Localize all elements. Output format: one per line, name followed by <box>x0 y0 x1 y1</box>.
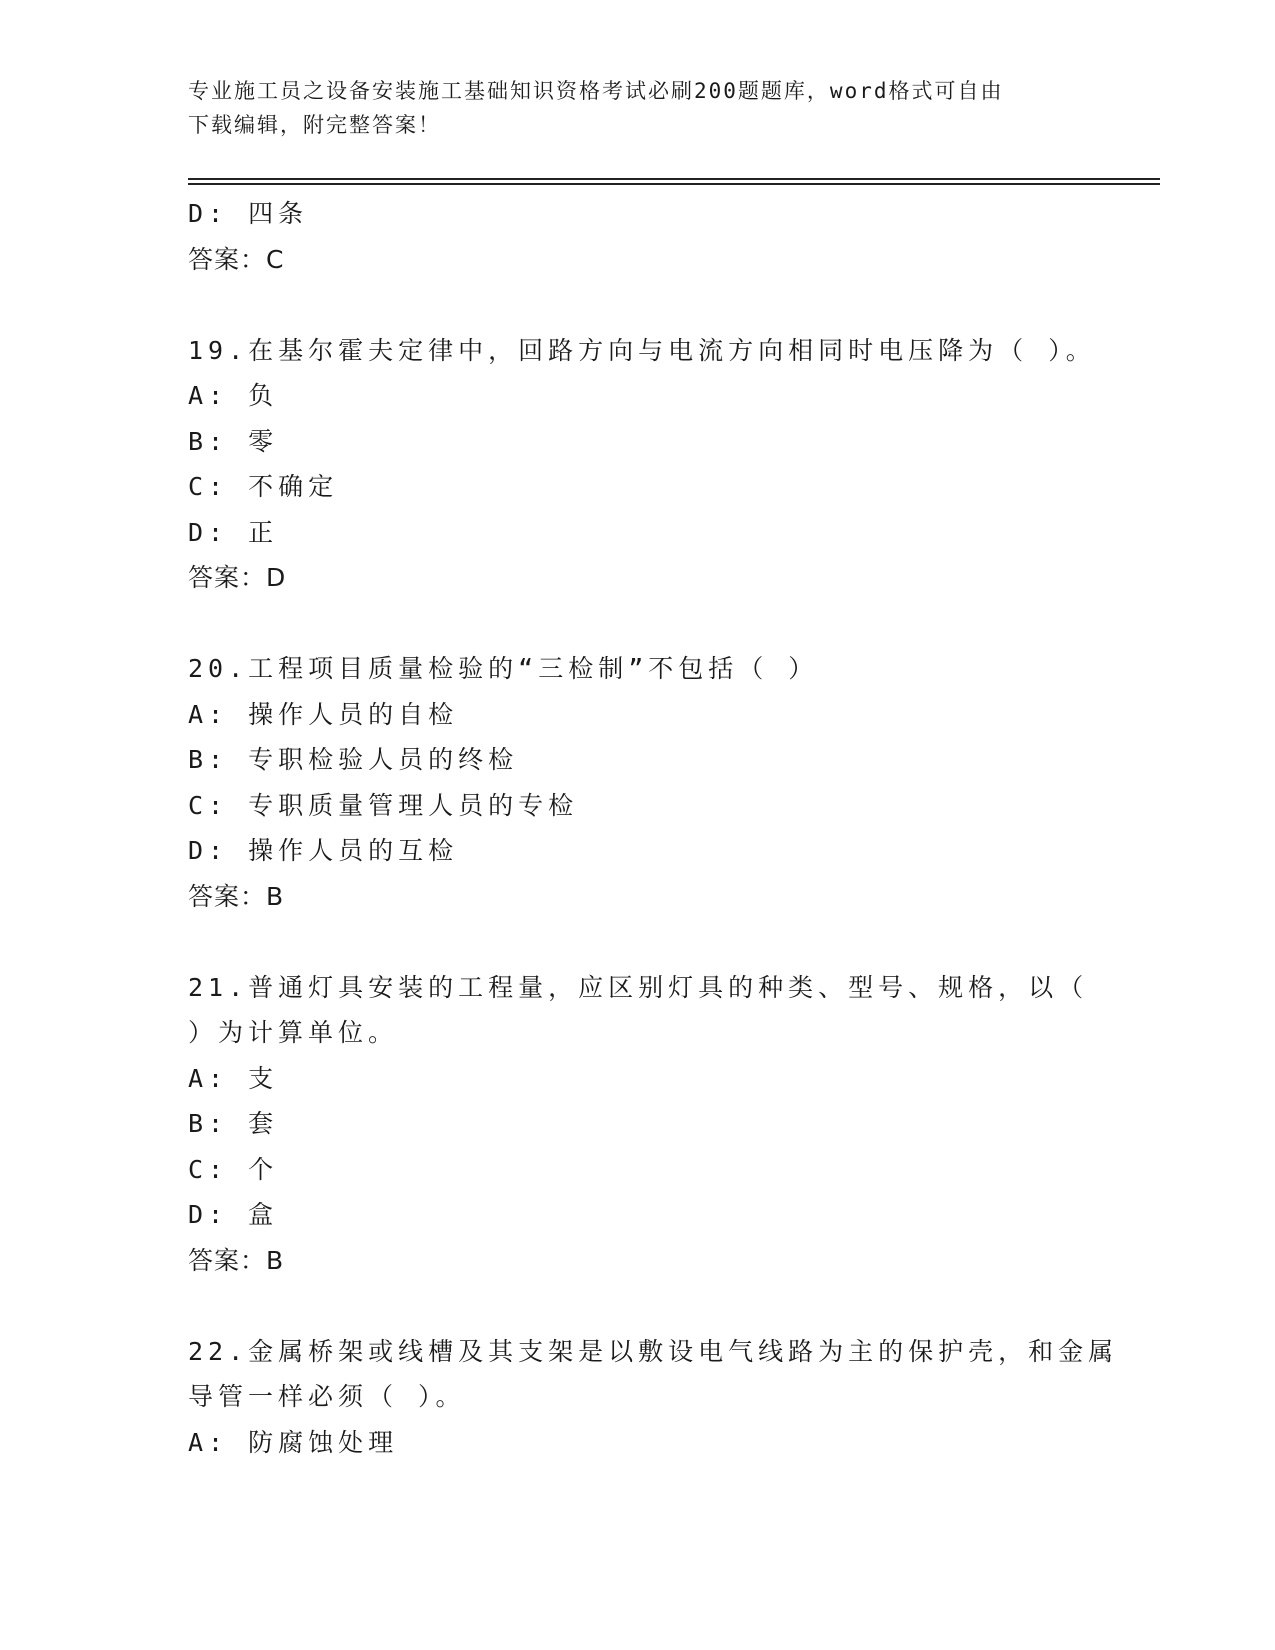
option-d: D: 四条 <box>188 199 309 228</box>
option-a: A: 负 <box>188 381 279 410</box>
question-list <box>188 191 1119 1465</box>
spacer <box>188 919 1088 965</box>
spacer <box>188 1283 1088 1329</box>
answer-line: 答案：C <box>188 244 285 274</box>
question-text: 21.普通灯具安装的工程量，应区别灯具的种类、型号、规格，以（ <box>188 972 1089 1002</box>
option-a: A: 操作人员的自检 <box>188 699 459 729</box>
question-text-continued: ）为计算单位。 <box>188 1018 399 1047</box>
header-divider-top <box>188 178 1160 180</box>
header-line-2: 下载编辑，附完整答案！ <box>188 113 441 137</box>
option-b: B: 零 <box>188 426 279 456</box>
question-text-continued: 导管一样必须（ ）。 <box>188 1382 466 1411</box>
option-c: C: 专职质量管理人员的专检 <box>188 790 579 820</box>
option-b: B: 专职检验人员的终检 <box>188 745 519 774</box>
option-c: C: 个 <box>188 1154 279 1184</box>
spacer <box>188 282 1088 328</box>
header-line-1: 专业施工员之设备安装施工基础知识资格考试必刷200题题库，word格式可自由 <box>188 79 1004 103</box>
option-d: D: 盒 <box>188 1200 279 1229</box>
spacer <box>188 601 1088 647</box>
header-divider-bottom <box>188 183 1160 185</box>
option-a: A: 支 <box>188 1063 279 1093</box>
option-c: C: 不确定 <box>188 472 339 501</box>
answer-line: 答案：D <box>188 563 287 592</box>
option-b: B: 套 <box>188 1109 279 1138</box>
document-header <box>188 74 1088 142</box>
option-d: D: 正 <box>188 517 279 547</box>
option-d: D: 操作人员的互检 <box>188 836 459 865</box>
question-text: 20.工程项目质量检验的“三检制”不包括（ ） <box>188 654 819 683</box>
option-a: A: 防腐蚀处理 <box>188 1427 399 1457</box>
answer-line: 答案：B <box>188 881 285 911</box>
answer-line: 答案：B <box>188 1245 285 1275</box>
question-text: 22.金属桥架或线槽及其支架是以敷设电气线路为主的保护壳，和金属 <box>188 1336 1119 1366</box>
question-text: 19.在基尔霍夫定律中，回路方向与电流方向相同时电压降为（ ）。 <box>188 335 1096 365</box>
